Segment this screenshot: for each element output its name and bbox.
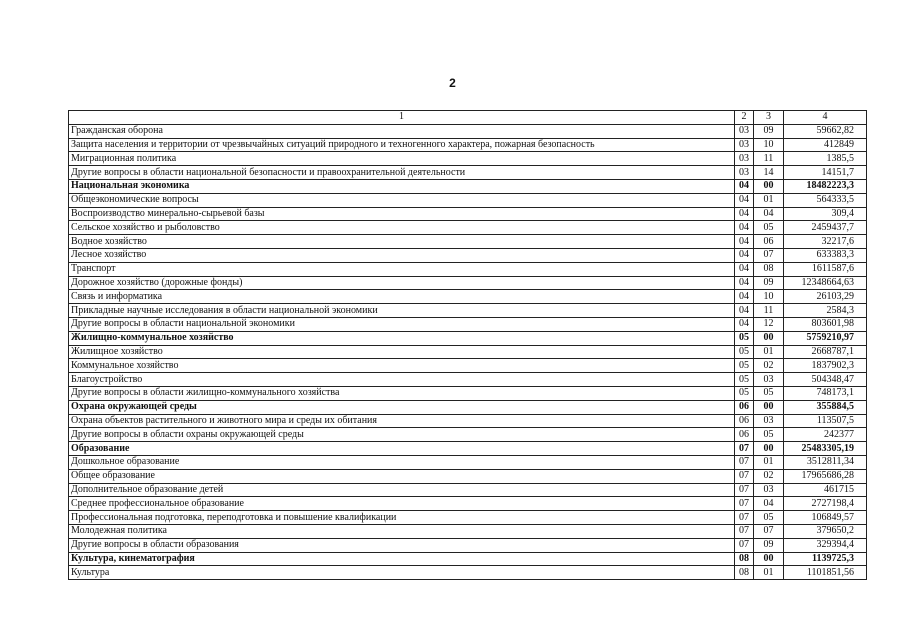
- row-amount-cell: 18482223,3: [784, 179, 867, 193]
- row-section-cell: 07: [735, 442, 754, 456]
- row-amount-cell: 504348,47: [784, 373, 867, 387]
- table-row: [69, 511, 867, 525]
- row-amount-cell: 32217,6: [784, 235, 867, 249]
- row-subsection-cell: 07: [754, 524, 784, 538]
- row-subsection-cell: 02: [754, 359, 784, 373]
- table-row: [69, 538, 867, 552]
- row-name-cell: Благоустройство: [69, 373, 735, 387]
- row-subsection-cell: 10: [754, 138, 784, 152]
- row-subsection-cell: 11: [754, 304, 784, 318]
- row-subsection-cell: 05: [754, 221, 784, 235]
- row-name-cell: Защита населения и территории от чрезвычайных ситуаций природного и техногенного характера, пожарная безопасность: [69, 138, 735, 152]
- row-subsection-cell: 01: [754, 566, 784, 580]
- row-subsection-cell: 05: [754, 428, 784, 442]
- row-name-cell: Дошкольное образование: [69, 455, 735, 469]
- table-row: [69, 566, 867, 580]
- row-section-cell: 08: [735, 566, 754, 580]
- row-amount-cell: 113507,5: [784, 414, 867, 428]
- table-row: [69, 373, 867, 387]
- row-amount-cell: 14151,7: [784, 166, 867, 180]
- row-name-cell: Жилищно-коммунальное хозяйство: [69, 331, 735, 345]
- row-name-cell: Сельское хозяйство и рыболовство: [69, 221, 735, 235]
- row-section-cell: 04: [735, 304, 754, 318]
- row-section-cell: 05: [735, 345, 754, 359]
- row-subsection-cell: 03: [754, 373, 784, 387]
- row-subsection-cell: 09: [754, 538, 784, 552]
- table-row: [69, 304, 867, 318]
- row-subsection-cell: 09: [754, 276, 784, 290]
- header-cell-section: 2: [735, 111, 754, 125]
- row-amount-cell: 17965686,28: [784, 469, 867, 483]
- row-name-cell: Среднее профессиональное образование: [69, 497, 735, 511]
- table-row: [69, 207, 867, 221]
- table-row: [69, 317, 867, 331]
- row-subsection-cell: 00: [754, 442, 784, 456]
- row-subsection-cell: 08: [754, 262, 784, 276]
- row-section-cell: 04: [735, 248, 754, 262]
- row-name-cell: Водное хозяйство: [69, 235, 735, 249]
- row-name-cell: Дорожное хозяйство (дорожные фонды): [69, 276, 735, 290]
- row-name-cell: Связь и информатика: [69, 290, 735, 304]
- table-row: [69, 359, 867, 373]
- row-amount-cell: 2584,3: [784, 304, 867, 318]
- row-section-cell: 04: [735, 221, 754, 235]
- row-amount-cell: 2459437,7: [784, 221, 867, 235]
- table-row: [69, 483, 867, 497]
- row-amount-cell: 106849,57: [784, 511, 867, 525]
- row-name-cell: Общеэкономические вопросы: [69, 193, 735, 207]
- row-name-cell: Дополнительное образование детей: [69, 483, 735, 497]
- row-section-cell: 05: [735, 331, 754, 345]
- row-name-cell: Миграционная политика: [69, 152, 735, 166]
- row-subsection-cell: 05: [754, 386, 784, 400]
- header-cell-subsection: 3: [754, 111, 784, 125]
- table-row: [69, 276, 867, 290]
- table-row: [69, 138, 867, 152]
- budget-table: [68, 110, 867, 580]
- row-amount-cell: 461715: [784, 483, 867, 497]
- row-section-cell: 06: [735, 428, 754, 442]
- row-subsection-cell: 03: [754, 483, 784, 497]
- table-row: [69, 235, 867, 249]
- row-amount-cell: 242377: [784, 428, 867, 442]
- row-subsection-cell: 00: [754, 400, 784, 414]
- row-subsection-cell: 04: [754, 497, 784, 511]
- row-amount-cell: 1611587,6: [784, 262, 867, 276]
- row-name-cell: Другие вопросы в области охраны окружающей среды: [69, 428, 735, 442]
- row-name-cell: Лесное хозяйство: [69, 248, 735, 262]
- row-name-cell: Общее образование: [69, 469, 735, 483]
- header-cell-amount: 4: [784, 111, 867, 125]
- row-subsection-cell: 14: [754, 166, 784, 180]
- row-subsection-cell: 06: [754, 235, 784, 249]
- row-section-cell: 03: [735, 124, 754, 138]
- row-section-cell: 05: [735, 386, 754, 400]
- row-amount-cell: 2668787,1: [784, 345, 867, 359]
- row-subsection-cell: 04: [754, 207, 784, 221]
- row-amount-cell: 26103,29: [784, 290, 867, 304]
- row-section-cell: 06: [735, 400, 754, 414]
- row-amount-cell: 25483305,19: [784, 442, 867, 456]
- section-total-row: [69, 400, 867, 414]
- row-name-cell: Другие вопросы в области национальной экономики: [69, 317, 735, 331]
- row-subsection-cell: 07: [754, 248, 784, 262]
- row-name-cell: Культура: [69, 566, 735, 580]
- row-amount-cell: 1385,5: [784, 152, 867, 166]
- table-row: [69, 193, 867, 207]
- row-amount-cell: 412849: [784, 138, 867, 152]
- header-cell-name: 1: [69, 111, 735, 125]
- row-name-cell: Национальная экономика: [69, 179, 735, 193]
- table-row: [69, 221, 867, 235]
- row-section-cell: 03: [735, 152, 754, 166]
- row-amount-cell: 2727198,4: [784, 497, 867, 511]
- row-section-cell: 04: [735, 193, 754, 207]
- row-subsection-cell: 02: [754, 469, 784, 483]
- row-name-cell: Охрана объектов растительного и животного мира и среды их обитания: [69, 414, 735, 428]
- row-name-cell: Коммунальное хозяйство: [69, 359, 735, 373]
- section-total-row: [69, 331, 867, 345]
- row-section-cell: 04: [735, 262, 754, 276]
- row-section-cell: 05: [735, 373, 754, 387]
- row-name-cell: Транспорт: [69, 262, 735, 276]
- row-section-cell: 04: [735, 317, 754, 331]
- row-section-cell: 07: [735, 497, 754, 511]
- row-subsection-cell: 09: [754, 124, 784, 138]
- row-amount-cell: 1139725,3: [784, 552, 867, 566]
- table-row: [69, 455, 867, 469]
- row-section-cell: 07: [735, 538, 754, 552]
- row-amount-cell: 1837902,3: [784, 359, 867, 373]
- row-name-cell: Охрана окружающей среды: [69, 400, 735, 414]
- row-subsection-cell: 00: [754, 552, 784, 566]
- table-row: [69, 290, 867, 304]
- row-name-cell: Прикладные научные исследования в области национальной экономики: [69, 304, 735, 318]
- row-subsection-cell: 00: [754, 331, 784, 345]
- row-section-cell: 05: [735, 359, 754, 373]
- row-section-cell: 07: [735, 469, 754, 483]
- row-section-cell: 04: [735, 179, 754, 193]
- row-subsection-cell: 01: [754, 345, 784, 359]
- row-amount-cell: 12348664,63: [784, 276, 867, 290]
- row-amount-cell: 5759210,97: [784, 331, 867, 345]
- row-section-cell: 03: [735, 166, 754, 180]
- table-row: [69, 414, 867, 428]
- table-row: [69, 262, 867, 276]
- row-subsection-cell: 03: [754, 414, 784, 428]
- row-name-cell: Культура, кинематография: [69, 552, 735, 566]
- row-section-cell: 07: [735, 483, 754, 497]
- row-subsection-cell: 10: [754, 290, 784, 304]
- table-row: [69, 469, 867, 483]
- section-total-row: [69, 442, 867, 456]
- row-section-cell: 06: [735, 414, 754, 428]
- row-subsection-cell: 01: [754, 455, 784, 469]
- row-amount-cell: 355884,5: [784, 400, 867, 414]
- row-name-cell: Другие вопросы в области образования: [69, 538, 735, 552]
- row-name-cell: Образование: [69, 442, 735, 456]
- row-section-cell: 04: [735, 276, 754, 290]
- row-amount-cell: 633383,3: [784, 248, 867, 262]
- row-section-cell: 07: [735, 524, 754, 538]
- row-name-cell: Другие вопросы в области жилищно-коммунального хозяйства: [69, 386, 735, 400]
- row-name-cell: Профессиональная подготовка, переподготовка и повышение квалификации: [69, 511, 735, 525]
- row-subsection-cell: 05: [754, 511, 784, 525]
- row-name-cell: Другие вопросы в области национальной безопасности и правоохранительной деятельности: [69, 166, 735, 180]
- row-amount-cell: 3512811,34: [784, 455, 867, 469]
- table-row: [69, 166, 867, 180]
- table-row: [69, 524, 867, 538]
- row-amount-cell: 329394,4: [784, 538, 867, 552]
- row-section-cell: 07: [735, 511, 754, 525]
- row-subsection-cell: 11: [754, 152, 784, 166]
- row-section-cell: 03: [735, 138, 754, 152]
- row-subsection-cell: 00: [754, 179, 784, 193]
- header-row: [69, 111, 867, 125]
- table-row: [69, 497, 867, 511]
- table-row: [69, 152, 867, 166]
- row-section-cell: 08: [735, 552, 754, 566]
- row-amount-cell: 59662,82: [784, 124, 867, 138]
- row-subsection-cell: 01: [754, 193, 784, 207]
- row-amount-cell: 564333,5: [784, 193, 867, 207]
- row-amount-cell: 748173,1: [784, 386, 867, 400]
- table-row: [69, 248, 867, 262]
- budget-table-body: [69, 111, 867, 580]
- table-row: [69, 386, 867, 400]
- row-amount-cell: 1101851,56: [784, 566, 867, 580]
- row-amount-cell: 309,4: [784, 207, 867, 221]
- row-amount-cell: 803601,98: [784, 317, 867, 331]
- row-subsection-cell: 12: [754, 317, 784, 331]
- page-number: 2: [449, 76, 456, 90]
- row-section-cell: 04: [735, 235, 754, 249]
- row-section-cell: 07: [735, 455, 754, 469]
- row-amount-cell: 379650,2: [784, 524, 867, 538]
- row-name-cell: Гражданская оборона: [69, 124, 735, 138]
- row-section-cell: 04: [735, 290, 754, 304]
- table-row: [69, 124, 867, 138]
- section-total-row: [69, 179, 867, 193]
- table-row: [69, 345, 867, 359]
- row-name-cell: Молодежная политика: [69, 524, 735, 538]
- row-name-cell: Жилищное хозяйство: [69, 345, 735, 359]
- row-name-cell: Воспроизводство минерально-сырьевой базы: [69, 207, 735, 221]
- section-total-row: [69, 552, 867, 566]
- table-row: [69, 428, 867, 442]
- row-section-cell: 04: [735, 207, 754, 221]
